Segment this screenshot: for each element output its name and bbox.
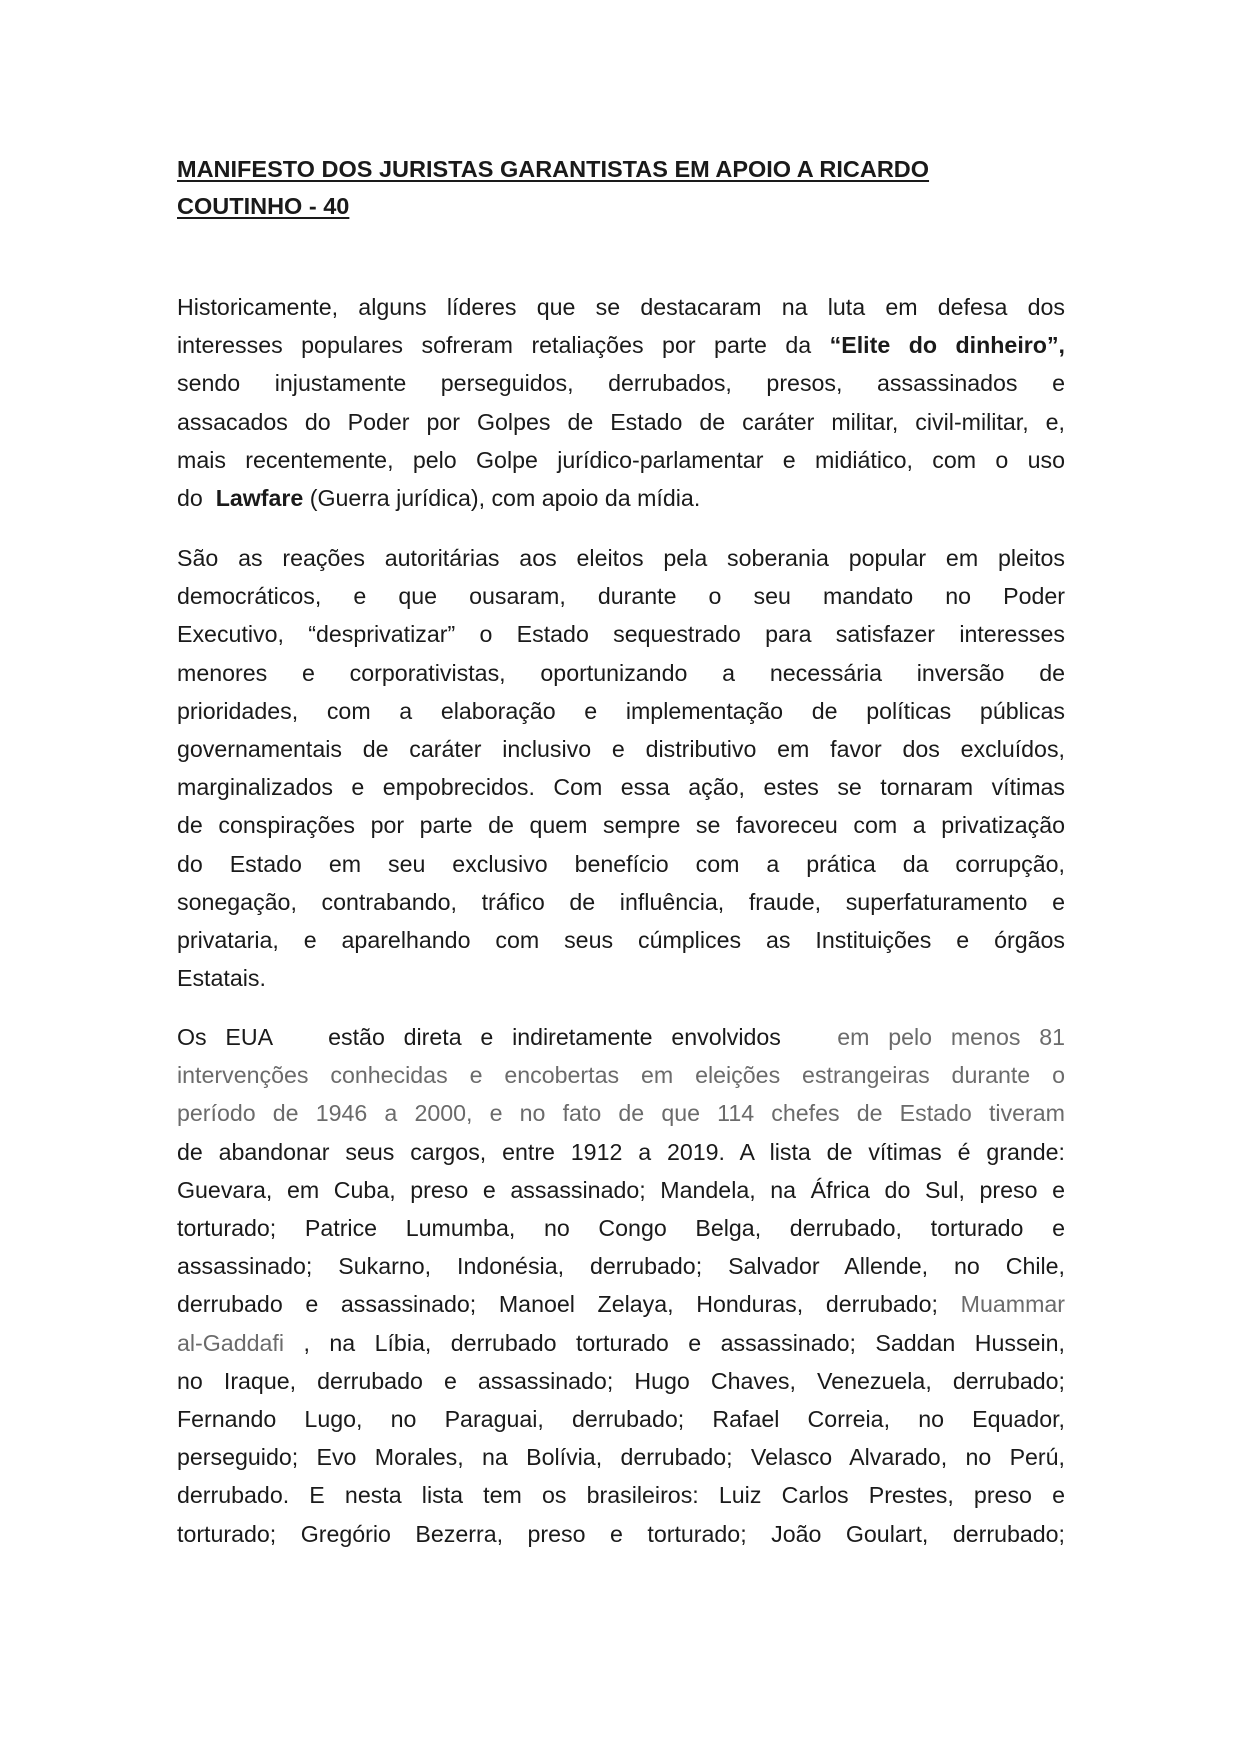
text-line: torturado; Gregório Bezerra, preso e torturado; João Goulart, derrubado;	[177, 1520, 1065, 1547]
text-line: democráticos, e que ousaram, durante o seu mandato no Poder	[177, 583, 1065, 610]
text-line: derrubado. E nesta lista tem os brasileiros: Luiz Carlos Prestes, preso e	[177, 1482, 1065, 1509]
paragraph-us-interventions	[177, 1018, 1065, 1553]
text-line: prioridades, com a elaboração e implementação de políticas públicas	[177, 697, 1065, 724]
text-span: derrubado e assassinado; Manoel Zelaya, Honduras, derrubado;	[177, 1291, 961, 1318]
text-span: interesses populares sofreram retaliações por parte da	[177, 332, 830, 359]
text-span: do	[177, 485, 216, 512]
emphasis-elite: “Elite do dinheiro”,	[829, 332, 1065, 359]
paragraph-historical-context	[177, 288, 1065, 517]
text-span: em pelo menos 81	[837, 1024, 1065, 1050]
emphasis-lawfare: Lawfare	[215, 485, 304, 512]
text-line: Fernando Lugo, no Paraguai, derrubado; Rafael Correia, no Equador,	[177, 1406, 1065, 1433]
text-span: Os EUA estão direta e indiretamente envolvidos	[177, 1024, 838, 1050]
title-line: MANIFESTO DOS JURISTAS GARANTISTAS EM APOIO A RICARDO	[177, 156, 930, 182]
title-line: COUTINHO - 40	[177, 193, 350, 219]
document-title	[177, 151, 1065, 225]
text-line: mais recentemente, pelo Golpe jurídico-parlamentar e midiático, com o uso	[177, 446, 1065, 473]
paragraph-authoritarian-reactions	[177, 539, 1065, 997]
text-line	[177, 479, 1065, 517]
text-line: sonegação, contrabando, tráfico de influência, fraude, superfaturamento e	[177, 888, 1065, 915]
text-line: intervenções conhecidas e encobertas em eleições estrangeiras durante o	[177, 1062, 1065, 1089]
text-line: Guevara, em Cuba, preso e assassinado; Mandela, na África do Sul, preso e	[177, 1176, 1065, 1203]
text-line: de abandonar seus cargos, entre 1912 a 2019. A lista de vítimas é grande:	[177, 1138, 1065, 1165]
text-line: no Iraque, derrubado e assassinado; Hugo Chaves, Venezuela, derrubado;	[177, 1367, 1065, 1394]
text-line: de conspirações por parte de quem sempre se favoreceu com a privatização	[177, 812, 1065, 839]
text-line: marginalizados e empobrecidos. Com essa ação, estes se tornaram vítimas	[177, 774, 1065, 801]
text-line	[177, 1324, 1065, 1362]
text-line: perseguido; Evo Morales, na Bolívia, derrubado; Velasco Alvarado, no Perú,	[177, 1444, 1065, 1471]
name-muammar: Muammar	[960, 1291, 1065, 1318]
text-line: período de 1946 a 2000, e no fato de que 114 chefes de Estado tiveram	[177, 1100, 1065, 1127]
text-line: governamentais de caráter inclusivo e distributivo em favor dos excluídos,	[177, 736, 1065, 763]
text-line: assassinado; Sukarno, Indonésia, derrubado; Salvador Allende, no Chile,	[177, 1253, 1065, 1280]
text-line: Executivo, “desprivatizar” o Estado sequestrado para satisfazer interesses	[177, 621, 1065, 648]
text-line: menores e corporativistas, oportunizando a necessária inversão de	[177, 659, 1065, 686]
text-line: do Estado em seu exclusivo benefício com a prática da corrupção,	[177, 850, 1065, 877]
text-span: , na Líbia, derrubado torturado e assassinado; Saddan Hussein,	[283, 1329, 1065, 1356]
text-line: Historicamente, alguns líderes que se destacaram na luta em defesa dos	[177, 294, 1065, 320]
text-line: São as reações autoritárias aos eleitos pela soberania popular em pleitos	[177, 545, 1065, 571]
text-span: (Guerra jurídica), com apoio da mídia.	[303, 485, 701, 512]
text-line: privataria, e aparelhando com seus cúmplices as Instituições e órgãos	[177, 927, 1065, 954]
text-line: sendo injustamente perseguidos, derrubados, presos, assassinados e	[177, 370, 1065, 397]
text-line	[177, 1285, 1065, 1323]
text-line	[177, 1018, 1065, 1056]
text-line	[177, 326, 1065, 364]
text-line: Estatais.	[177, 965, 266, 992]
name-al-gaddafi: al-Gaddafi	[177, 1329, 284, 1356]
text-line: torturado; Patrice Lumumba, no Congo Belga, derrubado, torturado e	[177, 1215, 1065, 1242]
text-line: assacados do Poder por Golpes de Estado de caráter militar, civil-militar, e,	[177, 408, 1065, 435]
